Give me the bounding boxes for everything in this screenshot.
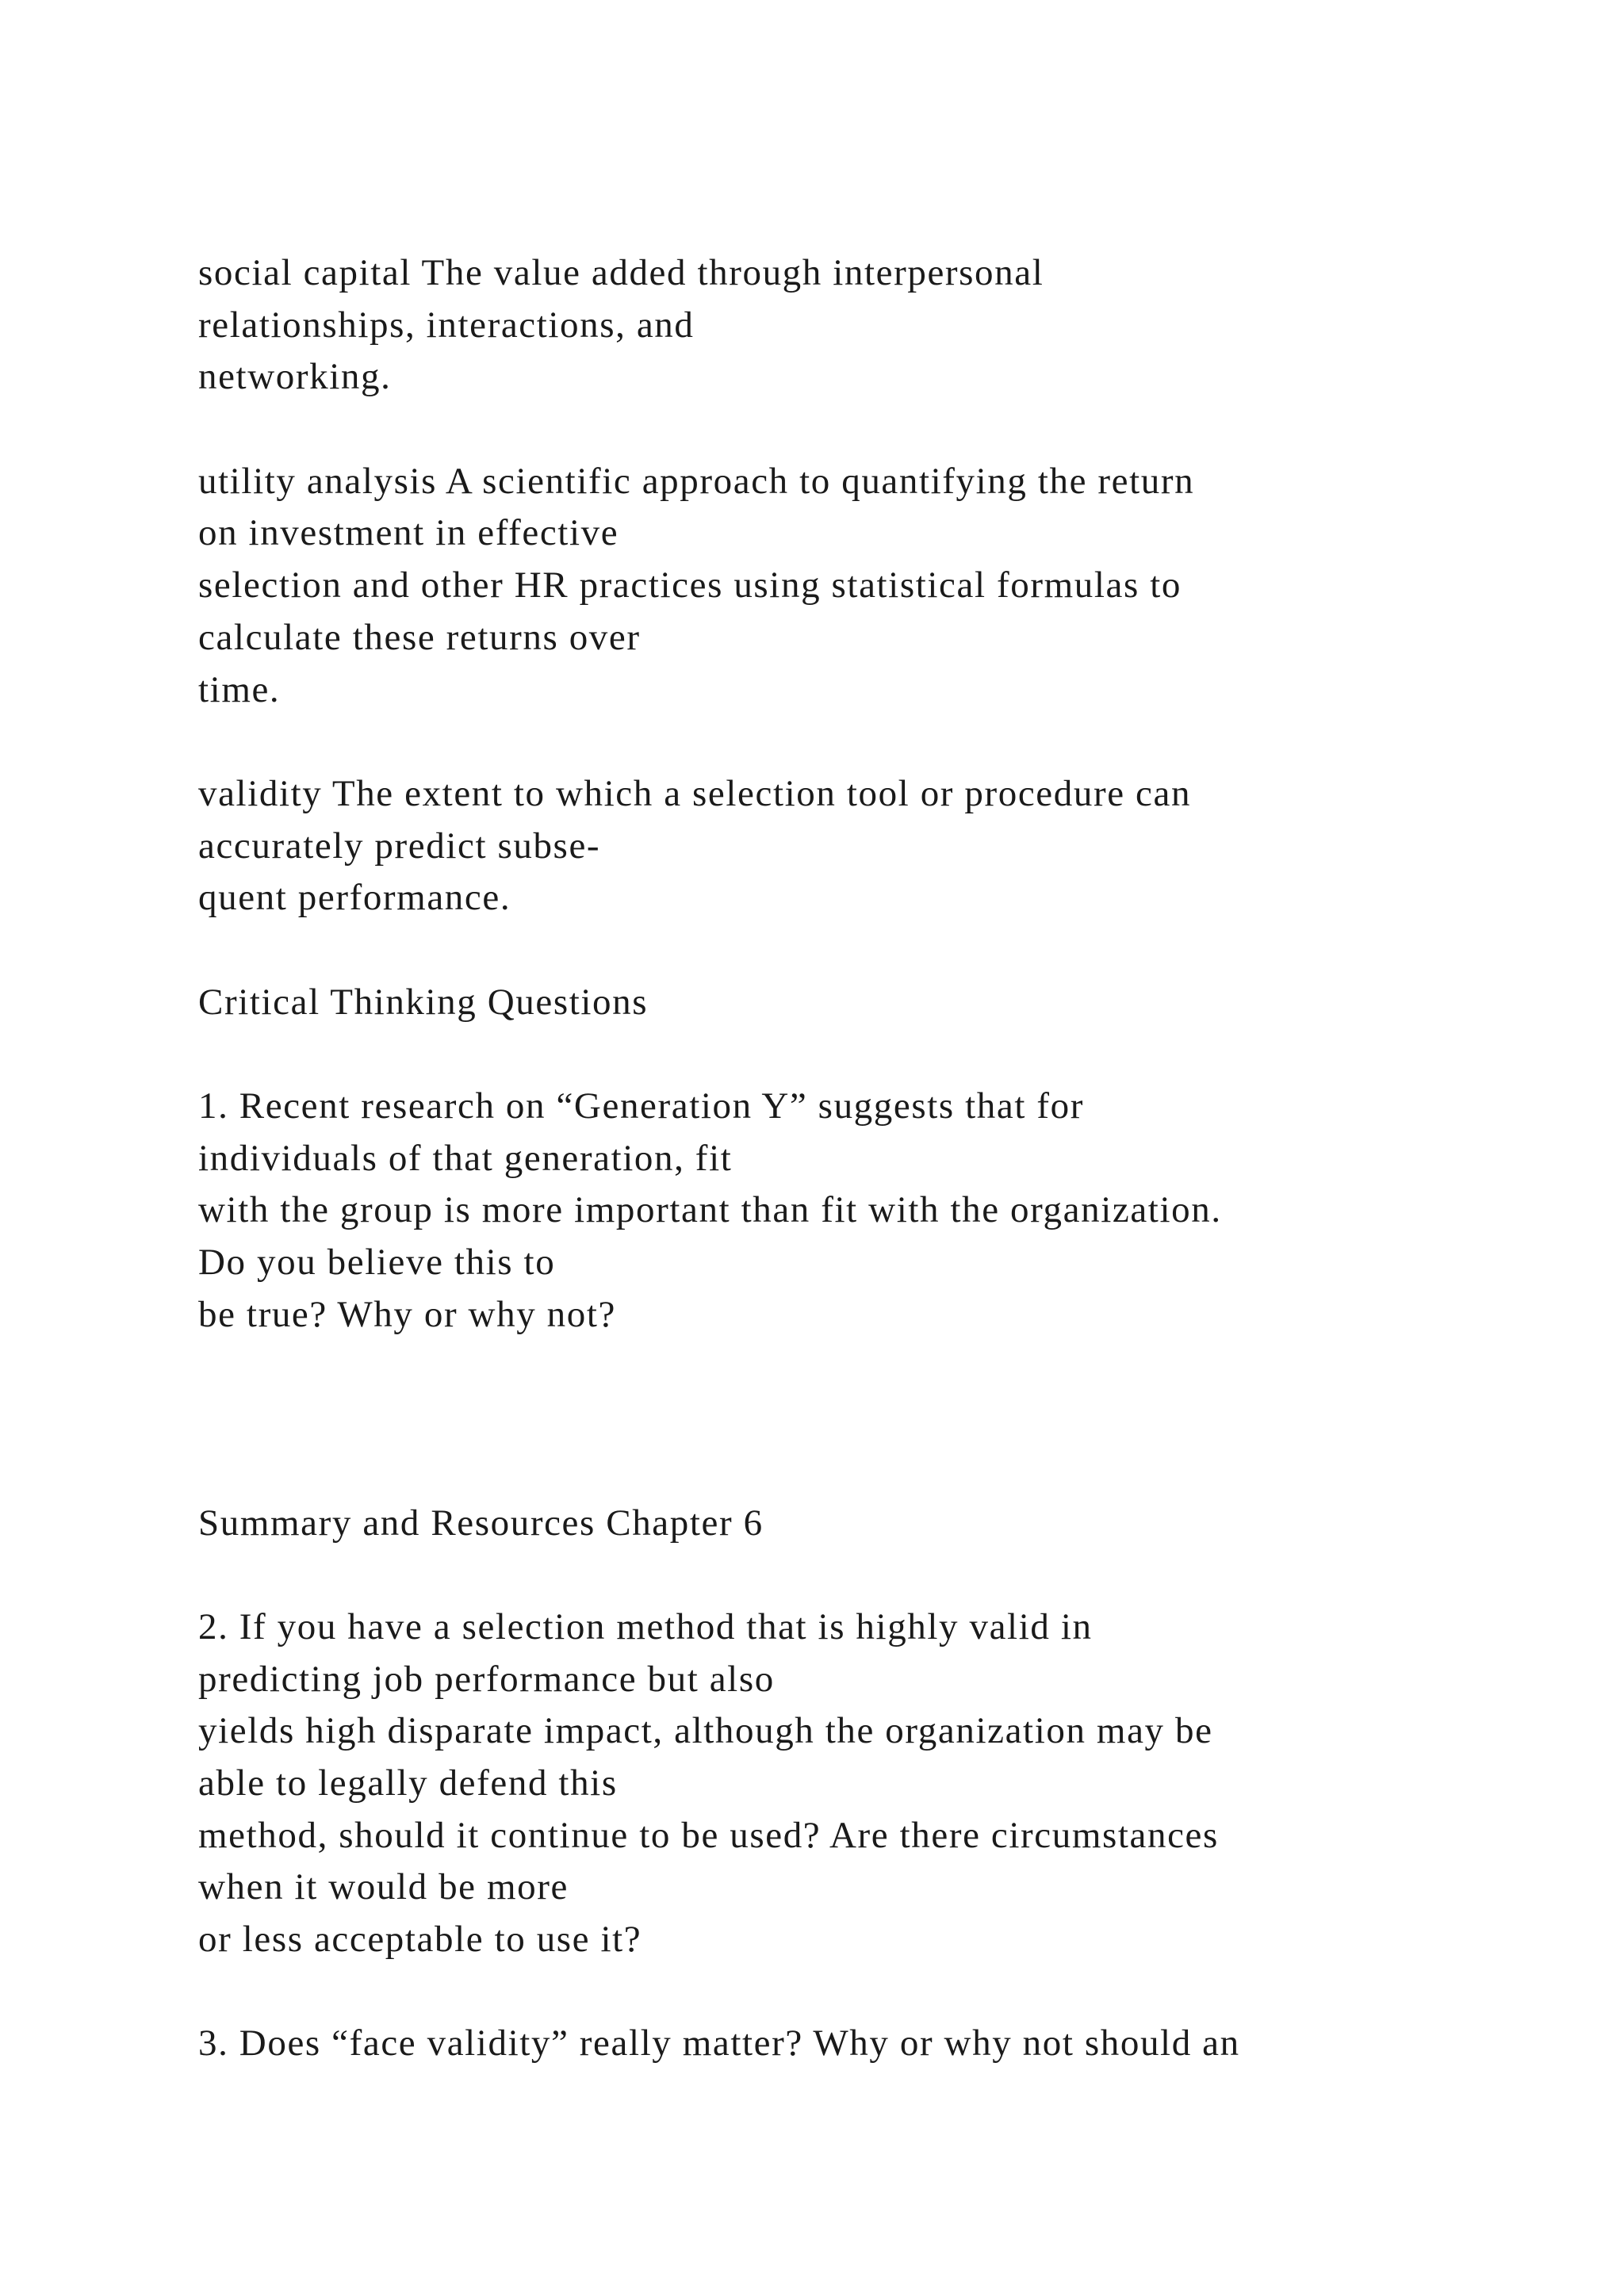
blank-line [198,716,1594,768]
text-line: able to legally defend this [198,1762,618,1804]
text-line: when it would be more [198,1866,569,1908]
text-line: method, should it continue to be used? Are there circumstances [198,1814,1219,1856]
text-line: or less acceptable to use it? [198,1919,642,1960]
blank-line [198,1393,1594,1445]
text-line: 1. Recent research on “Generation Y” suggests that for [198,1085,1084,1127]
blank-line [198,1966,1594,2019]
blank-line [198,404,1594,456]
blank-line [198,1028,1594,1081]
text-line: quent performance. [198,877,511,919]
text-line: with the group is more important than fit with the organization. [198,1189,1222,1231]
text-line: social capital The value added through interpersonal [198,252,1044,293]
blank-line [198,924,1594,977]
blank-line [198,1445,1594,1498]
text-line: calculate these returns over [198,616,641,658]
text-line: selection and other HR practices using statistical formulas to [198,564,1182,607]
text-line: Critical Thinking Questions [198,981,649,1023]
document-text [198,247,1594,2070]
text-line: validity The extent to which a selection tool or procedure can [198,772,1192,814]
text-line: networking. [198,356,392,398]
text-line: utility analysis A scientific approach to quantifying the return [198,460,1195,502]
text-line: accurately predict subse- [198,825,601,867]
text-line: 3. Does “face validity” really matter? Why or why not should an [198,2022,1240,2064]
text-line: Do you believe this to [198,1242,556,1284]
text-line: Summary and Resources Chapter 6 [198,1502,764,1544]
blank-line [198,1549,1594,1601]
text-line: relationships, interactions, and [198,304,695,346]
text-line: on investment in effective [198,512,619,554]
text-line: be true? Why or why not? [198,1293,616,1335]
text-line: 2. If you have a selection method that is highly valid in [198,1605,1093,1647]
text-line: yields high disparate impact, although the organization may be [198,1710,1213,1752]
text-line: individuals of that generation, fit [198,1137,733,1179]
text-line: predicting job performance but also [198,1658,775,1700]
text-line: time. [198,668,281,710]
blank-line [198,1341,1594,1393]
